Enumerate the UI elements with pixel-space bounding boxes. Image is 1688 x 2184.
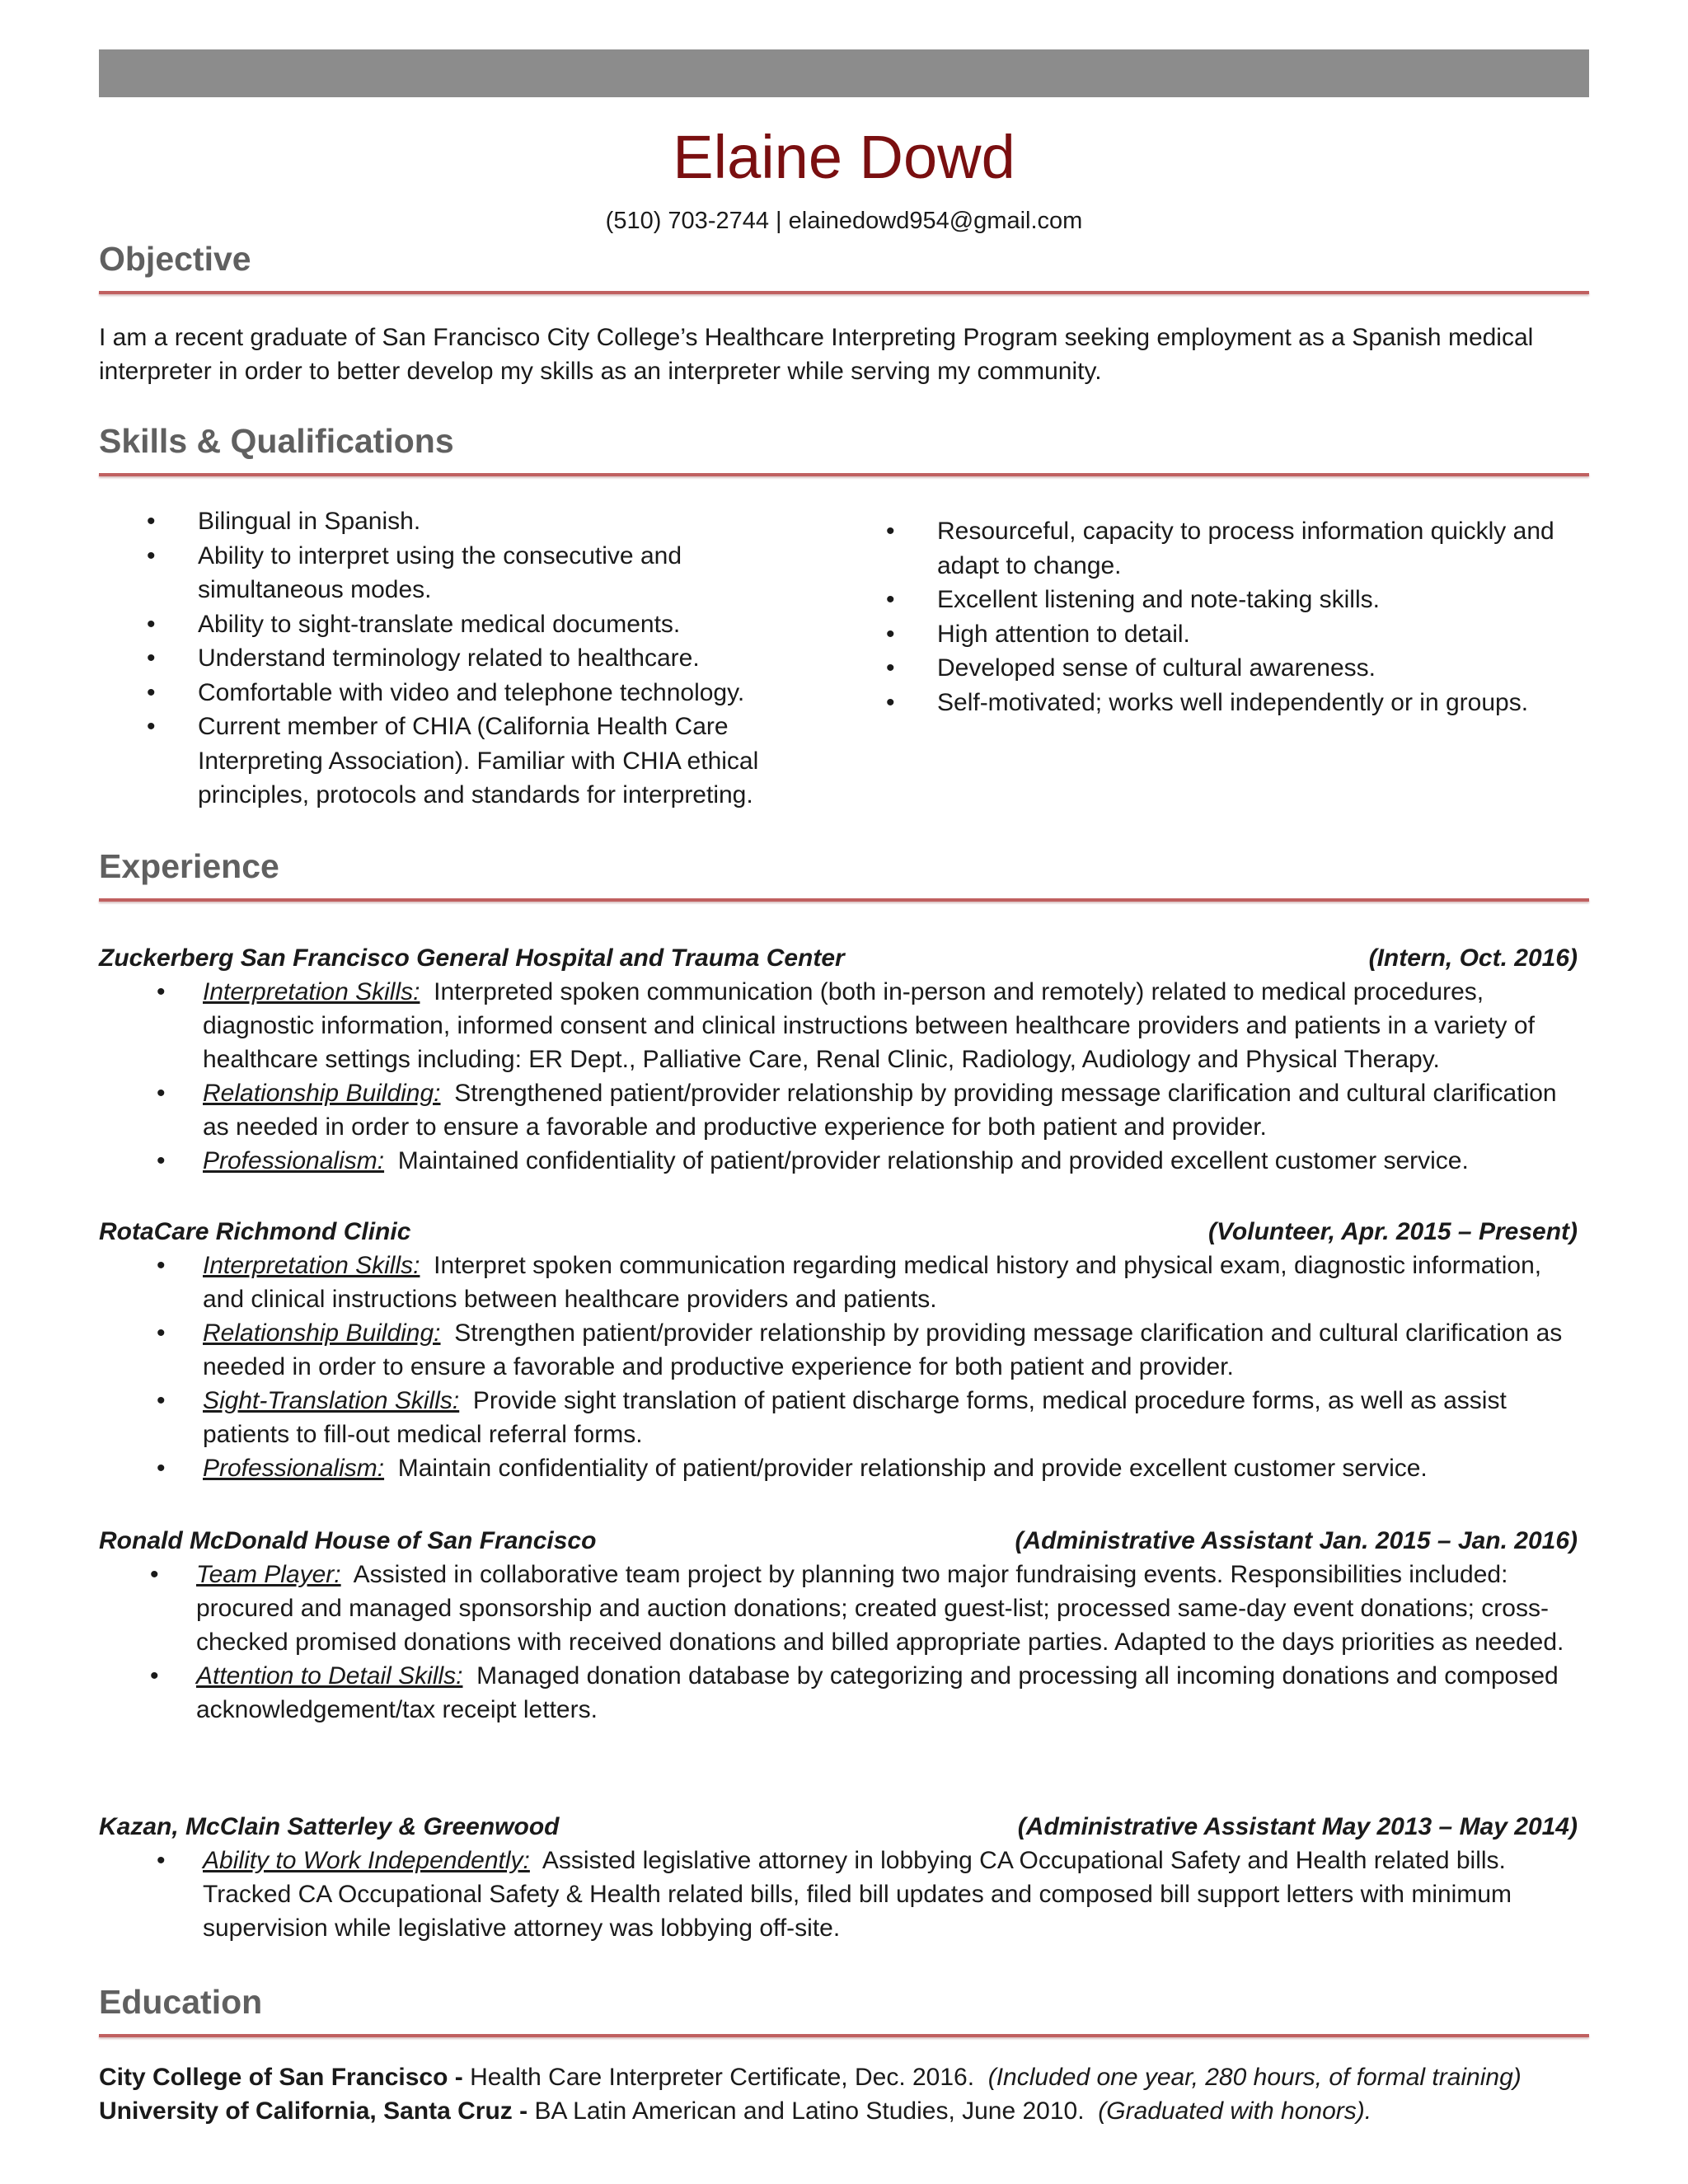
- job-bullet-label: Professionalism:: [203, 1455, 385, 1482]
- skill-item: • Ability to interpret using the consecutive and simultaneous modes.: [147, 539, 831, 607]
- school-name: University of California, Santa Cruz -: [99, 2097, 528, 2125]
- education-section-header: [99, 1982, 1589, 2037]
- job-bullet: [157, 1384, 1589, 1451]
- job-role: (Intern, Oct. 2016): [1368, 944, 1578, 972]
- school-name: City College of San Francisco -: [99, 2064, 463, 2091]
- skill-item: • Comfortable with video and telephone technology.: [147, 676, 831, 710]
- job-organization: Kazan, McClain Satterley & Greenwood: [99, 1813, 560, 1840]
- skill-item: • Developed sense of cultural awareness.: [886, 651, 1562, 686]
- job-bullet-label: Relationship Building:: [203, 1080, 441, 1107]
- job-organization: Ronald McDonald House of San Francisco: [99, 1527, 597, 1554]
- job-bullet-label: Relationship Building:: [203, 1319, 441, 1347]
- education-list: [99, 2060, 1589, 2128]
- skill-item: • High attention to detail.: [886, 617, 1562, 652]
- job-bullet-text: Assisted legislative attorney in lobbying CA Occupational Safety and Health related bills. Tracked CA Occupational Safety & Health related bills, filed bill updates and composed bill support letters with minimum supervision while legislative attorney was lobbying off-site.: [203, 1847, 1512, 1942]
- skill-item: • Bilingual in Spanish.: [147, 504, 831, 539]
- section-divider: [99, 2034, 1589, 2037]
- skills-right-column: [886, 514, 1562, 719]
- job-bullet-label: Attention to Detail Skills:: [196, 1662, 463, 1690]
- section-divider: [99, 898, 1589, 902]
- job-bullet-text: Maintain confidentiality of patient/provider relationship and provide excellent customer service.: [397, 1455, 1428, 1482]
- section-title: Objective: [99, 240, 251, 278]
- job-bullet-text: Strengthen patient/provider relationship by providing message clarification and cultural clarification as needed in order to ensure a favorable and productive experience for both patient and provider.: [203, 1319, 1563, 1380]
- section-title: Skills & Qualifications: [99, 422, 454, 460]
- job-bullet: [157, 1451, 1589, 1485]
- skills-left-column: [147, 504, 831, 813]
- job-bullet-label: Professionalism:: [203, 1147, 385, 1174]
- job-bullet: [157, 1249, 1589, 1316]
- header-bar: [99, 49, 1589, 97]
- job-entry: [99, 941, 1589, 1178]
- job-organization: Zuckerberg San Francisco General Hospital and Trauma Center: [99, 944, 845, 972]
- job-entry: [99, 1810, 1589, 1945]
- section-title: Education: [99, 1983, 263, 2021]
- job-bullet-text: Interpreted spoken communication (both in-person and remotely) related to medical procedures, diagnostic information, informed consent and clinical instructions between healthcare providers and patients in a variety of healthcare settings including: ER Dept., Palliative Care, Renal Clinic, Radiology, Audiology and Physical Therapy.: [203, 978, 1535, 1073]
- skill-item: • Resourceful, capacity to process information quickly and adapt to change.: [886, 514, 1562, 583]
- job-bullet-text: Managed donation database by categorizing and processing all incoming donations and composed acknowledgement/tax receipt letters.: [196, 1662, 1559, 1723]
- objective-section-header: [99, 239, 1589, 294]
- job-bullet: [157, 1144, 1589, 1178]
- job-bullet-label: Sight-Translation Skills:: [203, 1387, 460, 1414]
- job-role: (Administrative Assistant May 2013 – May 2014): [1017, 1813, 1578, 1840]
- job-bullet: [157, 1076, 1589, 1144]
- job-role: (Volunteer, Apr. 2015 – Present): [1208, 1218, 1578, 1245]
- section-divider: [99, 473, 1589, 476]
- job-bullet-label: Interpretation Skills:: [203, 1252, 420, 1279]
- contact-line: (510) 703-2744 | elainedowd954@gmail.com: [605, 208, 1083, 234]
- candidate-name: Elaine Dowd: [673, 123, 1015, 191]
- skill-item: • Ability to sight-translate medical documents.: [147, 607, 831, 642]
- job-bullet-text: Provide sight translation of patient discharge forms, medical procedure forms, as well as assist patients to fill-out medical referral forms.: [203, 1387, 1507, 1448]
- job-organization: RotaCare Richmond Clinic: [99, 1218, 411, 1245]
- job-role: (Administrative Assistant Jan. 2015 – Jan. 2016): [1015, 1527, 1578, 1554]
- job-entry: [99, 1524, 1589, 1727]
- skill-item: • Excellent listening and note-taking skills.: [886, 583, 1562, 617]
- education-entry: [99, 2060, 1589, 2094]
- section-divider: [99, 291, 1589, 294]
- experience-section-header: [99, 846, 1589, 902]
- education-note: (Included one year, 280 hours, of formal training): [987, 2064, 1522, 2091]
- job-bullet-text: Strengthened patient/provider relationship by providing message clarification and cultural clarification as needed in order to ensure a favorable and productive experience for both patient and provider.: [203, 1080, 1557, 1141]
- section-title: Experience: [99, 847, 279, 885]
- skill-item: • Understand terminology related to healthcare.: [147, 641, 831, 676]
- job-entry: [99, 1215, 1589, 1485]
- job-bullet: [150, 1659, 1589, 1727]
- degree-detail: BA Latin American and Latino Studies, June 2010.: [534, 2097, 1085, 2125]
- job-bullet-text: Maintained confidentiality of patient/provider relationship and provided excellent customer service.: [397, 1147, 1469, 1174]
- job-bullet: [157, 1844, 1589, 1945]
- education-entry: [99, 2094, 1589, 2128]
- job-bullet-text: Interpret spoken communication regarding medical history and physical exam, diagnostic information, and clinical instructions between healthcare providers and patients.: [203, 1252, 1542, 1313]
- skill-item: • Self-motivated; works well independently or in groups.: [886, 686, 1562, 720]
- job-bullet: [150, 1558, 1589, 1659]
- education-note: (Graduated with honors).: [1098, 2097, 1372, 2125]
- skill-item: • Current member of CHIA (California Health Care Interpreting Association). Familiar with CHIA ethical principles, protocols and standards for interpreting.: [147, 710, 831, 813]
- job-bullet-label: Interpretation Skills:: [203, 978, 420, 1005]
- job-bullet-text: Assisted in collaborative team project by planning two major fundraising events. Responsibilities included: procured and managed sponsorship and auction donations; created guest-list; processed same-day event donations; cross-checked promised donations with received donations and billed appropriate parties. Adapted to the days priorities as needed.: [196, 1561, 1564, 1656]
- skills-section-header: [99, 421, 1589, 476]
- job-bullet-label: Team Player:: [196, 1561, 341, 1588]
- degree-detail: Health Care Interpreter Certificate, Dec. 2016.: [470, 2064, 975, 2091]
- job-bullet: [157, 1316, 1589, 1384]
- job-bullet-label: Ability to Work Independently:: [203, 1847, 530, 1874]
- job-bullet: [157, 975, 1589, 1076]
- objective-text: I am a recent graduate of San Francisco City College’s Healthcare Interpreting Program seeking employment as a Spanish medical interpreter in order to better develop my skills as an interpreter while serving my community.: [99, 324, 1534, 385]
